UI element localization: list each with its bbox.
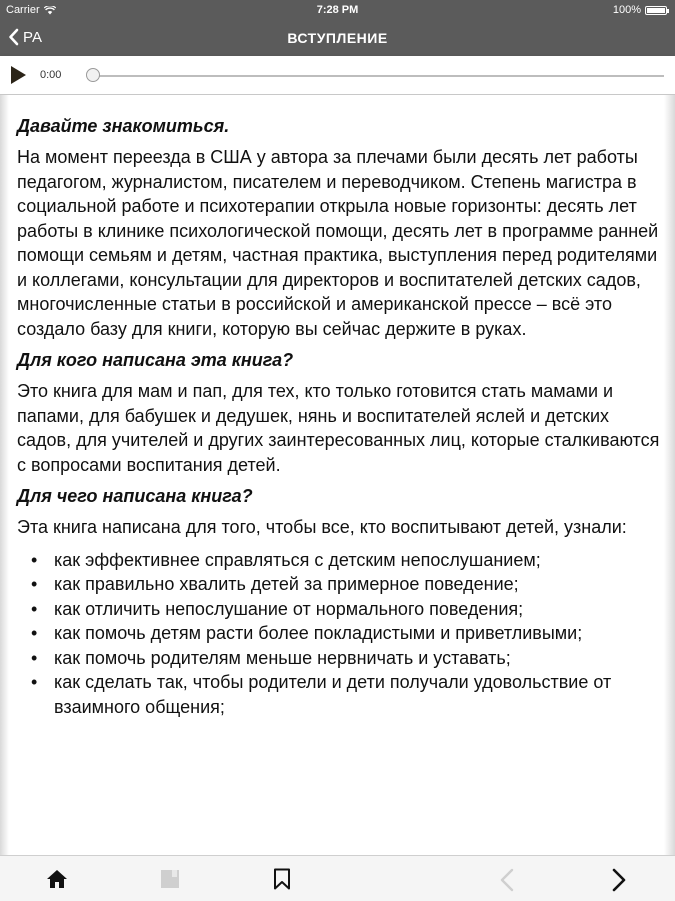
bookmark-icon[interactable]	[272, 868, 292, 890]
battery-percent: 100%	[612, 4, 641, 16]
section-heading: Для чего написана книга?	[17, 486, 253, 506]
chevron-right-icon[interactable]	[611, 868, 627, 892]
list-item: • как эффективнее справляться с детским непослушанием;	[17, 548, 662, 573]
section-heading: Давайте знакомиться.	[17, 116, 230, 136]
battery-indicator	[613, 4, 667, 16]
page-title: ВСТУПЛЕНИЕ	[287, 30, 388, 46]
list-item: • как помочь родителям меньше нервничать и уставать;	[17, 646, 662, 671]
list-item: • как правильно хвалить детей за примерное поведение;	[17, 572, 662, 597]
navigation-bar	[0, 20, 675, 56]
bottom-toolbar	[0, 855, 675, 901]
back-button-label: РА	[23, 28, 43, 46]
list-item: • как помочь детям расти более покладистыми и приветливыми;	[17, 621, 662, 646]
notes-icon	[159, 868, 181, 890]
carrier-label: Carrier	[6, 4, 40, 16]
audio-player	[0, 56, 675, 95]
battery-icon	[645, 6, 667, 15]
reader-content[interactable]	[0, 95, 675, 855]
paragraph: Это книга для мам и пап, для тех, кто только готовится стать мамами и папами, для бабушек и дедушек, нянь и воспитателей яслей и детских садов, для учителей и других заинтересованных лиц, которые сталкиваются с вопросами воспитания детей.	[17, 381, 660, 475]
clock: 7:28 PM	[316, 4, 359, 16]
chapter-text	[17, 115, 662, 719]
progress-thumb[interactable]	[86, 68, 100, 82]
status-bar	[0, 0, 675, 20]
home-icon[interactable]	[46, 868, 68, 890]
play-icon[interactable]	[9, 65, 27, 85]
paragraph: Эта книга написана для того, чтобы все, кто воспитывают детей, узнали:	[17, 517, 627, 537]
list-item: • как отличить непослушание от нормального поведения;	[17, 597, 662, 622]
elapsed-time: 0:00	[40, 69, 62, 81]
list-item: • как сделать так, чтобы родители и дети получали удовольствие от взаимного общения;	[17, 670, 662, 719]
bullet-list	[17, 548, 662, 720]
paragraph: На момент переезда в США у автора за плечами были десять лет работы педагогом, журналистом, писателем и переводчиком. Степень магистра в социальной работе и психотерапии открыла новые горизонты: десять лет работы в клинике психологической помощи, десять лет в программе ранней помощи семьям и детям, частная практика, выступления перед родителями и коллегами, консультации для директоров и воспитателей детских садов, многочисленные статьи в российской и американской прессе – всё это создало базу для книги, которую вы сейчас держите в руках.	[17, 147, 659, 339]
section-heading: Для кого написана эта книга?	[17, 350, 294, 370]
chevron-left-icon[interactable]	[499, 868, 515, 892]
progress-track[interactable]	[92, 75, 664, 77]
